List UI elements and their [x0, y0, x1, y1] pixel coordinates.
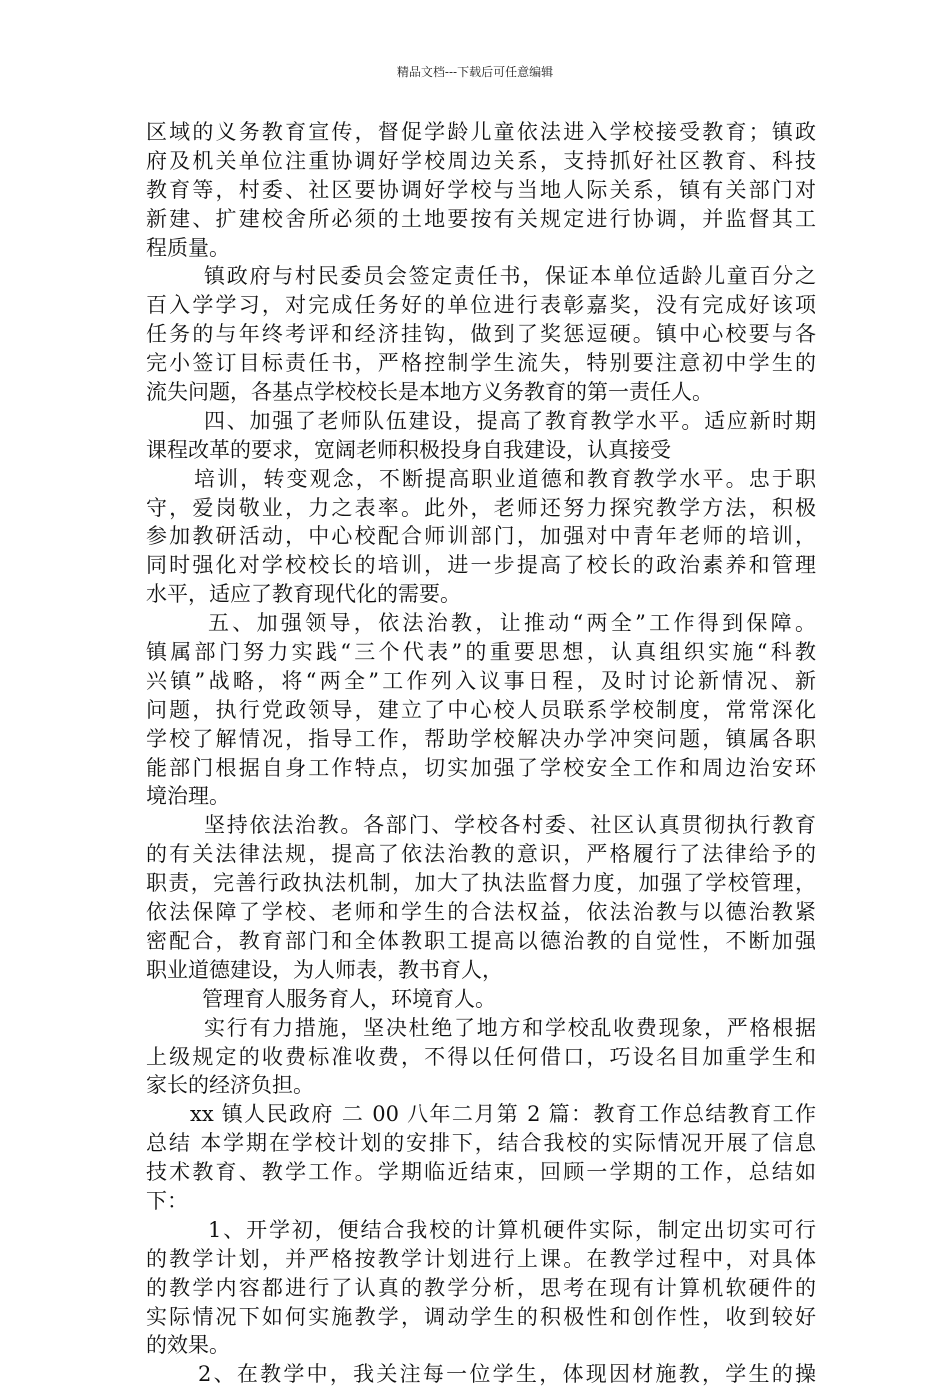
paragraph-first-line: 培训，转变观念，不断提高职业道德和教育教学水平。忠于职	[194, 466, 816, 491]
text-line: 区域的义务教育宣传，督促学龄儿童依法进入学校接受教育；镇政	[146, 120, 816, 144]
text-line: 新建、扩建校舍所必须的土地要按有关规定进行协调，并监督其工	[146, 206, 816, 231]
text-line: 职责，完善行政执法机制，加大了执法监督力度，加强了学校管理，	[146, 871, 816, 896]
list-item-line: 2、在教学中，我关注每一位学生，体现因材施教，学生的操	[198, 1362, 816, 1387]
text-line: 实际情况下如何实施教学，调动学生的积极性和创作性，收到较好	[146, 1304, 816, 1329]
text-line: 的教学内容都进行了认真的教学分析，思考在现有计算机软硬件的	[146, 1275, 816, 1300]
text-line: 境治理。	[146, 784, 230, 809]
text-line: 职业道德建设，为人师表，教书育人，	[146, 957, 503, 982]
section-heading-line: 四、加强了老师队伍建设，提高了教育教学水平。适应新时期	[204, 408, 816, 433]
text-line: 技术教育、教学工作。学期临近结束，回顾一学期的工作，总结如	[146, 1160, 816, 1185]
text-line: 兴镇”战略，将“两全”工作列入议事日程，及时讨论新情况、新	[146, 668, 816, 693]
section-heading-line: 五、加强领导，依法治教，让推动“两全”工作得到保障。	[208, 611, 816, 636]
text-line: 学校了解情况，指导工作，帮助学校解决办学冲突问题，镇属各职	[146, 726, 816, 751]
paragraph-first-line: xx 镇人民政府 二 00 八年二月第 2 篇：教育工作总结教育工作	[190, 1102, 816, 1127]
page-header: 精品文档---下载后可任意编辑	[396, 65, 554, 79]
text-line: 家长的经济负担。	[146, 1073, 314, 1098]
text-line: 流失问题，各基点学校校长是本地方义务教育的第一责任人。	[146, 380, 713, 405]
text-line: 任务的与年终考评和经济挂钩，做到了奖惩逗硬。镇中心校要与各	[146, 322, 816, 347]
text-line: 参加教研活动，中心校配合师训部门，加强对中青年老师的培训，	[146, 524, 816, 549]
text-line: 程质量。	[146, 235, 230, 260]
text-line: 密配合，教育部门和全体教职工提高以德治教的自觉性，不断加强	[146, 928, 816, 953]
text-line: 府及机关单位注重协调好学校周边关系，支持抓好社区教育、科技	[146, 148, 816, 173]
text-line: 同时强化对学校校长的培训，进一步提高了校长的政治素养和管理	[146, 553, 816, 578]
text-line: 的有关法律法规，提高了依法治教的意识，严格履行了法律给予的	[146, 842, 816, 867]
text-line: 总结 本学期在学校计划的安排下，结合我校的实际情况开展了信息	[146, 1131, 816, 1156]
paragraph-first-line: 实行有力措施，坚决杜绝了地方和学校乱收费现象，严格根据	[204, 1015, 816, 1040]
text-line: 完小签订目标责任书，严格控制学生流失，特别要注意初中学生的	[146, 351, 816, 376]
text-line: 百入学学习，对完成任务好的单位进行表彰嘉奖，没有完成好该项	[146, 293, 816, 318]
paragraph-first-line: 镇政府与村民委员会签定责任书，保证本单位适龄儿童百分之	[204, 264, 816, 289]
text-line: 守，爱岗敬业，力之表率。此外，老师还努力探究教学方法，积极	[146, 495, 816, 520]
paragraph-first-line: 坚持依法治教。各部门、学校各村委、社区认真贯彻执行教育	[204, 813, 816, 838]
list-item-line: 1、开学初，便结合我校的计算机硬件实际，制定出切实可行	[208, 1217, 816, 1242]
text-line: 水平，适应了教育现代化的需要。	[146, 582, 461, 607]
text-line: 上级规定的收费标准收费，不得以任何借口，巧设名目加重学生和	[146, 1044, 816, 1069]
text-line: 教育等，村委、社区要协调好学校与当地人际关系，镇有关部门对	[146, 177, 816, 202]
text-line: 课程改革的要求，宽阔老师积极投身自我建设，认真接受	[146, 437, 671, 462]
paragraph-first-line: 管理育人服务育人，环境育人。	[202, 986, 496, 1011]
text-line: 依法保障了学校、老师和学生的合法权益，依法治教与以德治教紧	[146, 900, 816, 925]
document-body	[146, 118, 816, 1389]
text-line: 的教学计划，并严格按教学计划进行上课。在教学过程中，对具体	[146, 1246, 816, 1271]
text-line: 能部门根据自身工作特点，切实加强了学校安全工作和周边治安环	[146, 755, 816, 780]
text-line: 镇属部门努力实践“三个代表”的重要思想，认真组织实施“科教	[146, 640, 816, 665]
text-line: 问题，执行党政领导，建立了中心校人员联系学校制度，常常深化	[146, 697, 816, 722]
text-line: 的效果。	[146, 1333, 230, 1358]
text-line: 下：	[146, 1188, 188, 1213]
